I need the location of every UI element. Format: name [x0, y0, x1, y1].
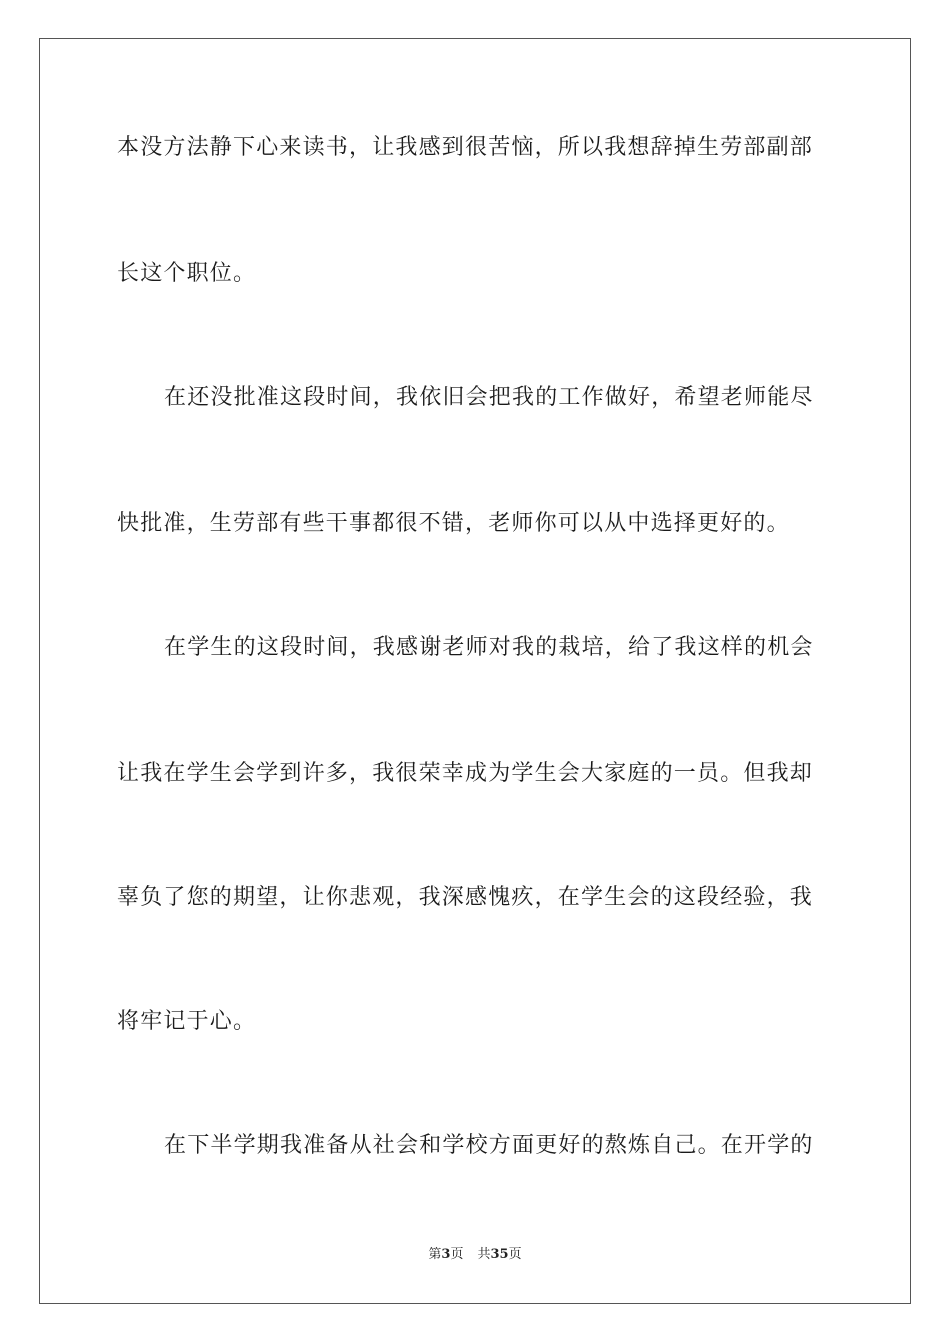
text-line-3-paragraph-start: 在还没批准这段时间，我依旧会把我的工作做好，希望老师能尽 [164, 385, 814, 410]
page-border [39, 38, 911, 1304]
footer-total-pages: 35 [490, 1247, 509, 1262]
footer-page-prefix: 第 [428, 1247, 442, 1262]
footer-page-unit: 页 [450, 1247, 464, 1262]
text-line-6: 让我在学生会学到许多，我很荣幸成为学生会大家庭的一员。但我却 [117, 761, 814, 786]
text-line-8: 将牢记于心。 [117, 1009, 257, 1034]
text-line-5-paragraph-start: 在学生的这段时间，我感谢老师对我的栽培，给了我这样的机会 [164, 635, 814, 660]
text-line-2: 长这个职位。 [117, 261, 257, 286]
page-footer [0, 1246, 950, 1264]
text-line-9-paragraph-start: 在下半学期我准备从社会和学校方面更好的熬炼自己。在开学的 [164, 1133, 814, 1158]
footer-total-unit: 页 [508, 1247, 522, 1262]
text-line-4: 快批准，生劳部有些干事都很不错，老师你可以从中选择更好的。 [117, 511, 790, 536]
footer-total-prefix: 共 [477, 1247, 491, 1262]
text-line-7: 辜负了您的期望，让你悲观，我深感愧疚，在学生会的这段经验，我 [117, 885, 814, 910]
footer-current-page: 3 [441, 1247, 451, 1262]
text-line-1: 本没方法静下心来读书，让我感到很苦恼，所以我想辞掉生劳部副部 [117, 135, 814, 160]
